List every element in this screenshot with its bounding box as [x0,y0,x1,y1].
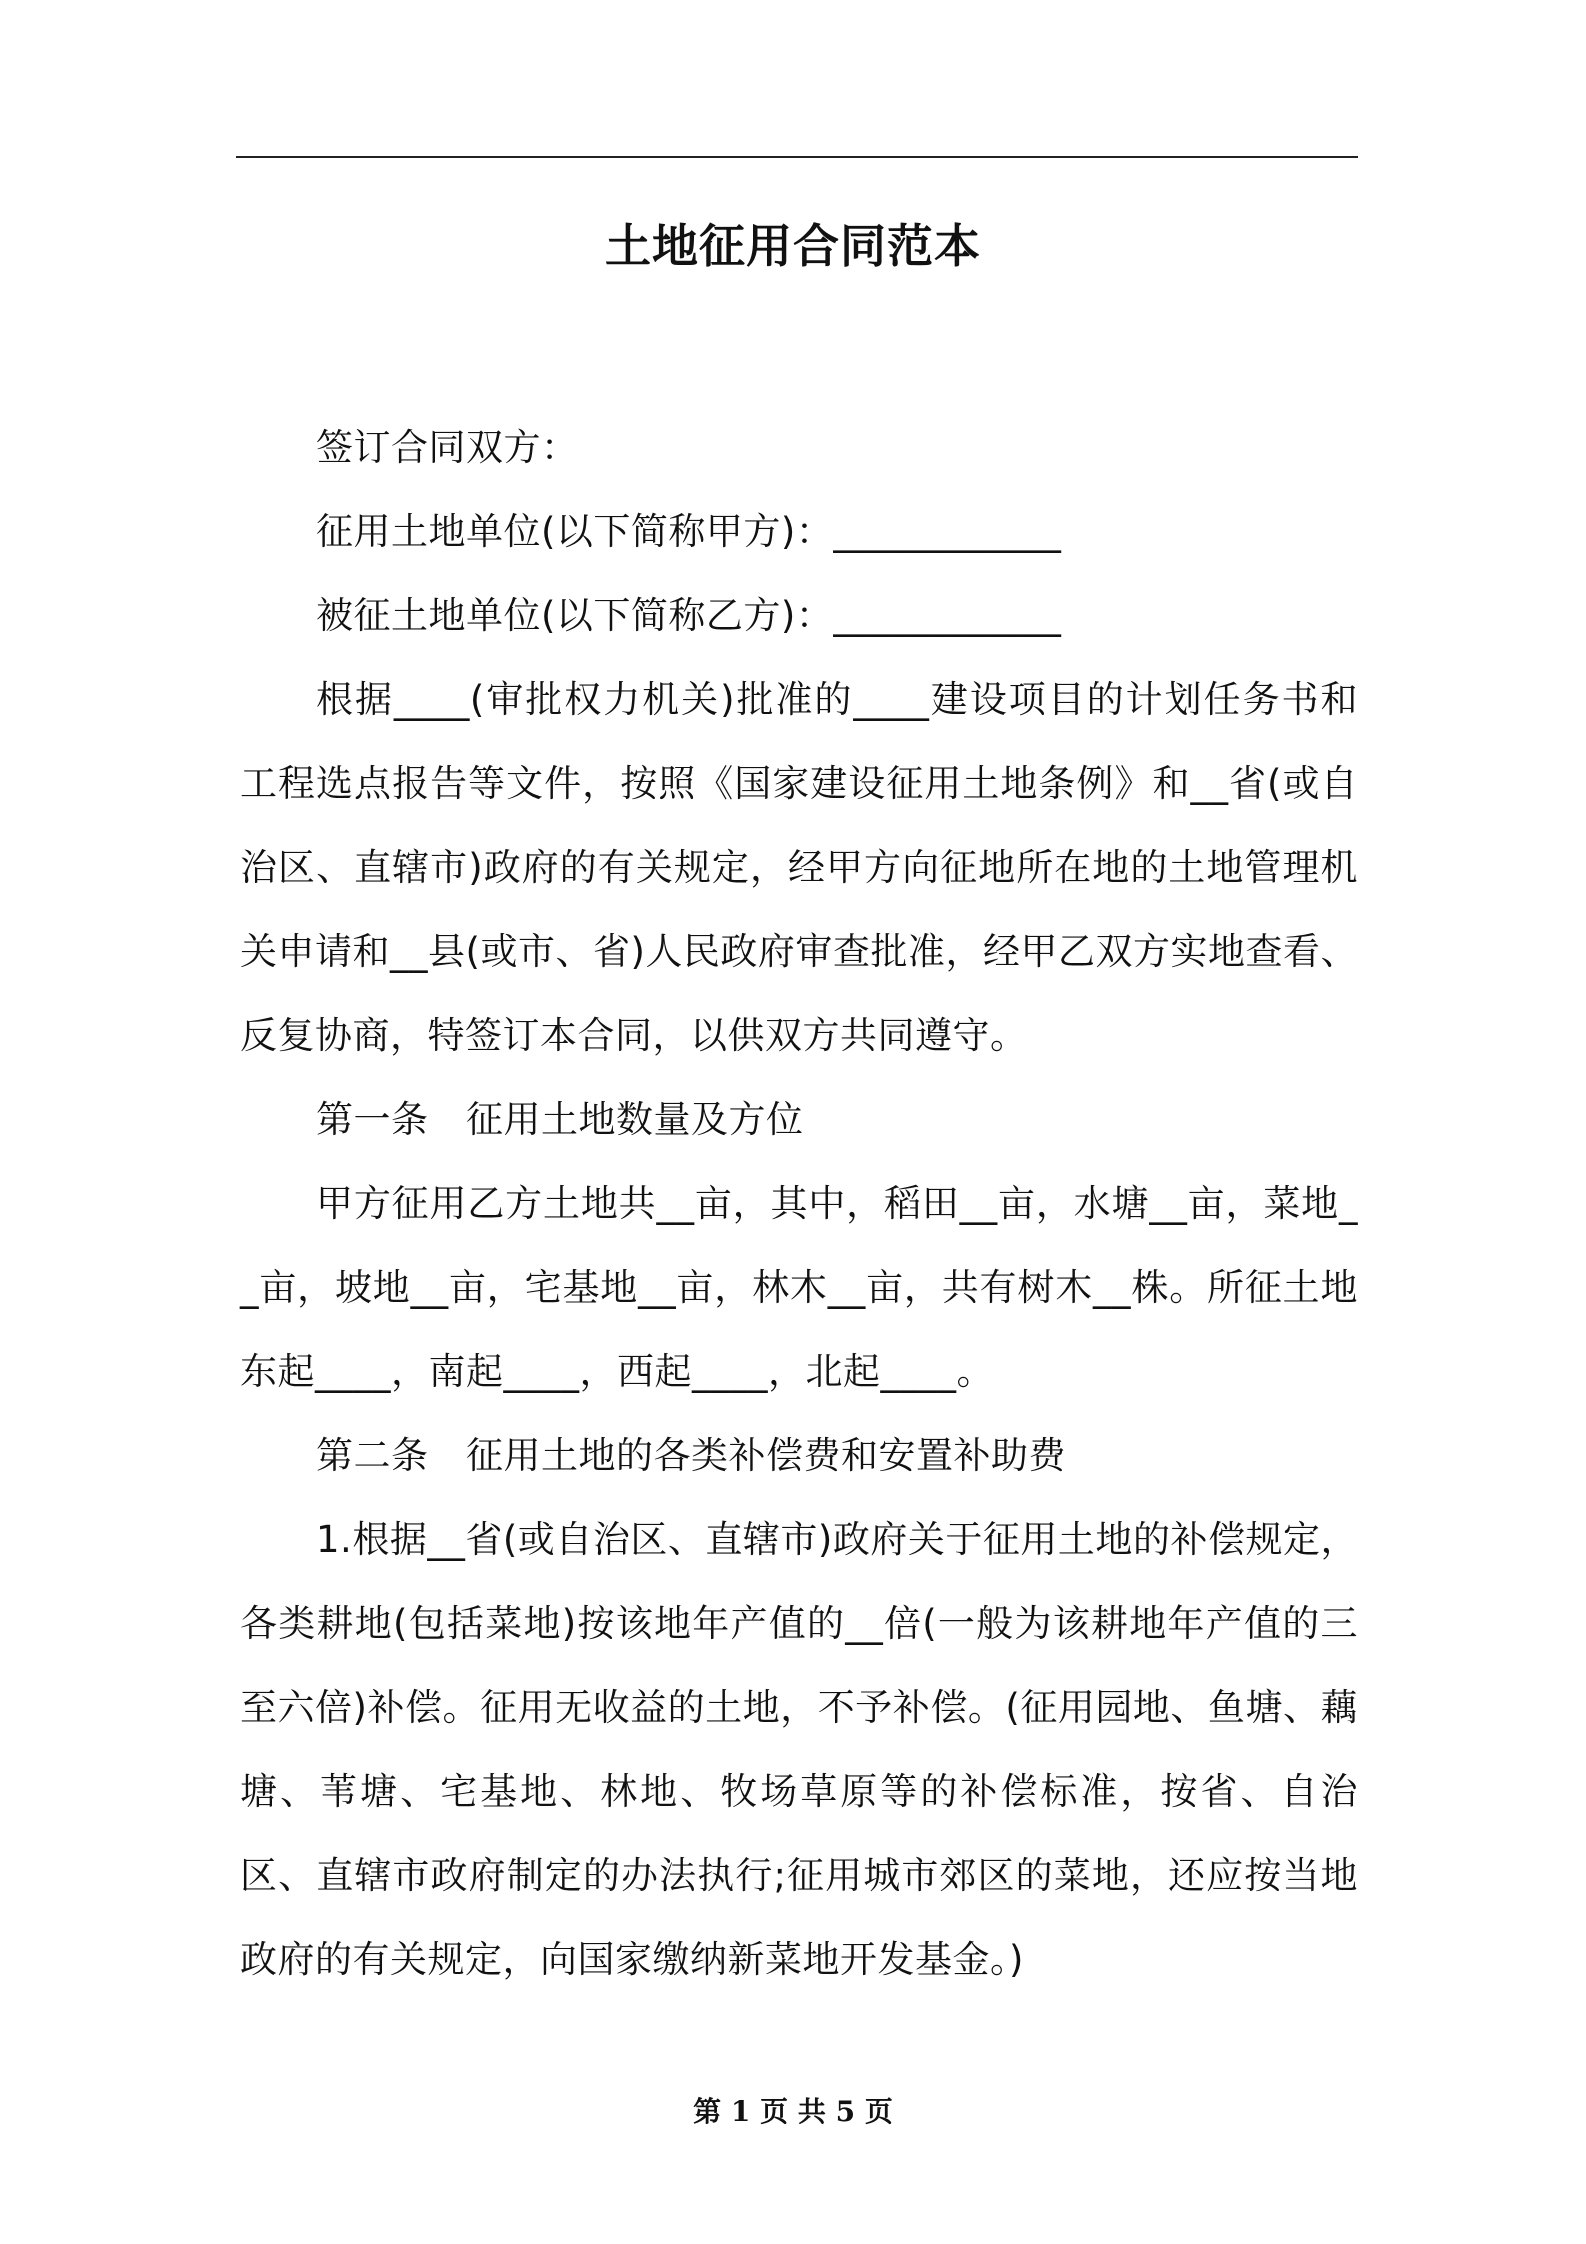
article-2-clause-1: 1.根据__省(或自治区、直辖市)政府关于征用土地的补偿规定，各类耕地(包括菜地)按该地年产值的__倍(一般为该耕地年产值的三至六倍)补偿。征用无收益的土地，不予补偿。(征用园地、鱼塘、藕塘、苇塘、宅基地、林地、牧场草原等的补偿标准，按省、自治区、直辖市政府制定的办法执行;征用城市郊区的菜地，还应按当地政府的有关规定，向国家缴纳新菜地开发基金。) [240,1518,1358,1981]
party-b-line: 被征土地单位(以下简称乙方)：____________ [316,594,1062,637]
article-1-heading: 第一条 征用土地数量及方位 [316,1098,804,1141]
document-body [240,406,1358,2002]
header-rule [236,156,1358,158]
page-number: 第 1 页 共 5 页 [693,2095,893,2128]
party-a-line: 征用土地单位(以下简称甲方)：____________ [316,510,1062,553]
preamble-paragraph: 根据____(审批权力机关)批准的____建设项目的计划任务书和工程选点报告等文件，按照《国家建设征用土地条例》和__省(或自治区、直辖市)政府的有关规定，经甲方向征地所在地的土地管理机关申请和__县(或市、省)人民政府审查批准，经甲乙双方实地查看、反复协商，特签订本合同，以供双方共同遵守。 [240,678,1358,1057]
article-1-paragraph: 甲方征用乙方土地共__亩，其中，稻田__亩，水塘__亩，菜地__亩，坡地__亩，宅基地__亩，林木__亩，共有树木__株。所征土地东起____，南起____，西起____，北起____。 [240,1182,1358,1393]
document-title: 土地征用合同范本 [605,219,981,273]
article-2-heading: 第二条 征用土地的各类补偿费和安置补助费 [316,1434,1066,1477]
parties-heading: 签订合同双方： [316,426,579,469]
